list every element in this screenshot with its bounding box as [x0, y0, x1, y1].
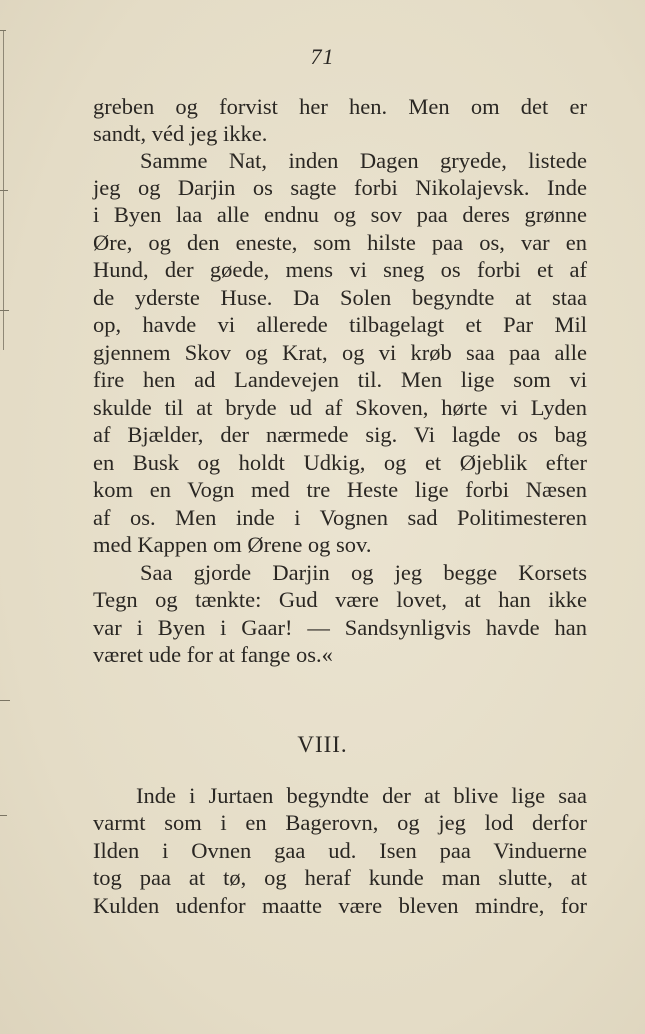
- text-line: i Byen laa alle endnu og sov paa deres grønne: [93, 202, 587, 227]
- text-line: Hund, der gøede, mens vi sneg os forbi et af: [93, 257, 587, 282]
- text-line: varmt som i en Bagerovn, og jeg lod derfor: [93, 810, 587, 835]
- text-line: Kulden udenfor maatte være bleven mindre, for: [93, 893, 587, 918]
- edge-mark: [0, 190, 8, 191]
- text-line: med Kappen om Ørene og sov.: [93, 532, 372, 557]
- text-line: Ilden i Ovnen gaa ud. Isen paa Vinduerne: [93, 838, 587, 863]
- chapter-heading: VIII.: [297, 732, 348, 757]
- text-line: tog paa at tø, og heraf kunde man slutte, at: [93, 865, 587, 890]
- text-line: var i Byen i Gaar! — Sandsynligvis havde han: [93, 615, 587, 640]
- edge-mark: [0, 310, 9, 311]
- text-line: Øre, og den eneste, som hilste paa os, var en: [93, 230, 587, 255]
- text-line: gjennem Skov og Krat, og vi krøb saa paa alle: [93, 340, 587, 365]
- text-line: Tegn og tænkte: Gud være lovet, at han ikke: [93, 587, 587, 612]
- text-line: greben og forvist her hen. Men om det er: [93, 94, 587, 119]
- text-line: Inde i Jurtaen begyndte der at blive lige saa: [136, 783, 587, 808]
- page-number: 71: [310, 44, 335, 69]
- text-line: fire hen ad Landevejen til. Men lige som vi: [93, 367, 587, 392]
- edge-mark: [0, 700, 10, 701]
- text-line: de yderste Huse. Da Solen begyndte at staa: [93, 285, 587, 310]
- text-line: op, havde vi allerede tilbagelagt et Par Mil: [93, 312, 587, 337]
- text-line: jeg og Darjin os sagte forbi Nikolajevsk. Inde: [93, 175, 587, 200]
- text-line: af Bjælder, der nærmede sig. Vi lagde os bag: [93, 422, 587, 447]
- text-line: af os. Men inde i Vognen sad Politimesteren: [93, 505, 587, 530]
- edge-mark: [0, 30, 6, 31]
- text-line: en Busk og holdt Udkig, og et Øjeblik efter: [93, 450, 587, 475]
- text-line: været ude for at fange os.«: [93, 642, 333, 667]
- edge-mark: [0, 815, 7, 816]
- text-line: skulde til at bryde ud af Skoven, hørte vi Lyden: [93, 395, 587, 420]
- text-line: kom en Vogn med tre Heste lige forbi Næsen: [93, 477, 587, 502]
- text-line: Saa gjorde Darjin og jeg begge Korsets: [140, 560, 587, 585]
- text-line: Samme Nat, inden Dagen gryede, listede: [140, 148, 587, 173]
- text-line: sandt, véd jeg ikke.: [93, 121, 268, 146]
